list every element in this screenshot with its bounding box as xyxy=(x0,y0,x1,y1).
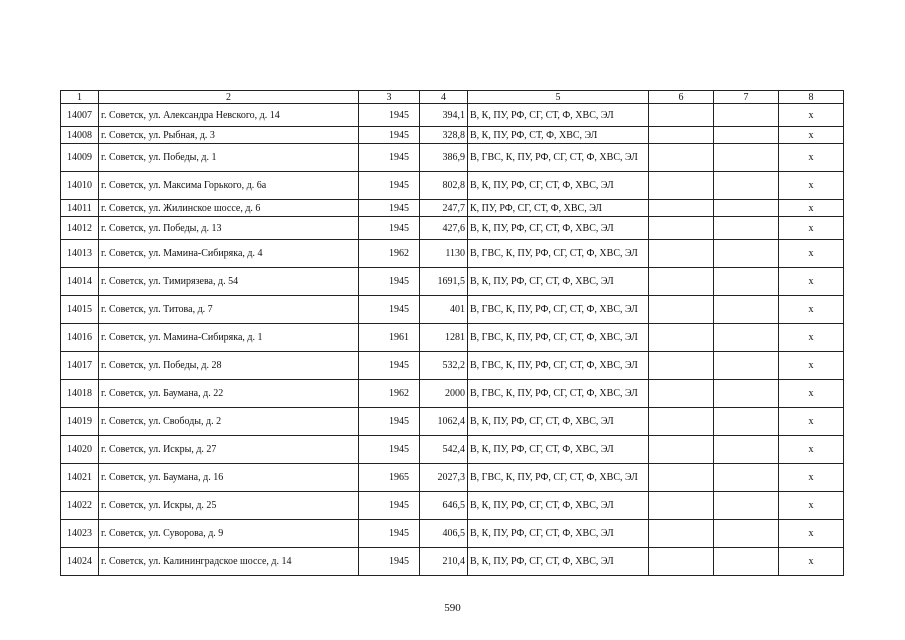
row-services: В, ГВС, К, ПУ, РФ, СГ, СТ, Ф, ХВС, ЭЛ xyxy=(468,352,649,380)
row-col-7 xyxy=(714,324,779,352)
column-header-7: 7 xyxy=(714,91,779,104)
row-area: 2027,3 xyxy=(420,464,468,492)
row-address: г. Советск, ул. Мамина-Сибиряка, д. 1 xyxy=(99,324,359,352)
column-header-3: 3 xyxy=(359,91,420,104)
table-row xyxy=(61,172,844,200)
table-row xyxy=(61,352,844,380)
row-col-8: х xyxy=(779,172,844,200)
row-col-6 xyxy=(649,492,714,520)
row-col-7 xyxy=(714,172,779,200)
row-area: 1281 xyxy=(420,324,468,352)
row-area: 2000 xyxy=(420,380,468,408)
row-services: В, ГВС, К, ПУ, РФ, СГ, СТ, Ф, ХВС, ЭЛ xyxy=(468,380,649,408)
row-address: г. Советск, ул. Победы, д. 1 xyxy=(99,144,359,172)
row-col-8: х xyxy=(779,380,844,408)
row-area: 1062,4 xyxy=(420,408,468,436)
row-id: 14023 xyxy=(61,520,99,548)
row-year: 1965 xyxy=(359,464,420,492)
row-services: В, К, ПУ, РФ, СТ, Ф, ХВС, ЭЛ xyxy=(468,127,649,144)
row-col-7 xyxy=(714,200,779,217)
row-address: г. Советск, ул. Искры, д. 25 xyxy=(99,492,359,520)
row-col-7 xyxy=(714,408,779,436)
row-id: 14020 xyxy=(61,436,99,464)
row-col-7 xyxy=(714,380,779,408)
row-services: В, К, ПУ, РФ, СГ, СТ, Ф, ХВС, ЭЛ xyxy=(468,492,649,520)
row-year: 1962 xyxy=(359,380,420,408)
table-row xyxy=(61,127,844,144)
column-header-8: 8 xyxy=(779,91,844,104)
column-header-5: 5 xyxy=(468,91,649,104)
row-services: В, К, ПУ, РФ, СГ, СТ, Ф, ХВС, ЭЛ xyxy=(468,520,649,548)
row-col-7 xyxy=(714,144,779,172)
column-header-2: 2 xyxy=(99,91,359,104)
row-services: В, К, ПУ, РФ, СГ, СТ, Ф, ХВС, ЭЛ xyxy=(468,436,649,464)
row-services: В, ГВС, К, ПУ, РФ, СГ, СТ, Ф, ХВС, ЭЛ xyxy=(468,324,649,352)
row-col-8: х xyxy=(779,240,844,268)
row-year: 1945 xyxy=(359,352,420,380)
row-address: г. Советск, ул. Александра Невского, д. 14 xyxy=(99,104,359,127)
row-year: 1945 xyxy=(359,408,420,436)
row-col-6 xyxy=(649,380,714,408)
row-services: В, ГВС, К, ПУ, РФ, СГ, СТ, Ф, ХВС, ЭЛ xyxy=(468,464,649,492)
row-area: 532,2 xyxy=(420,352,468,380)
row-services: В, К, ПУ, РФ, СГ, СТ, Ф, ХВС, ЭЛ xyxy=(468,104,649,127)
row-area: 394,1 xyxy=(420,104,468,127)
row-services: В, К, ПУ, РФ, СГ, СТ, Ф, ХВС, ЭЛ xyxy=(468,408,649,436)
row-col-6 xyxy=(649,127,714,144)
row-address: г. Советск, ул. Тимирязева, д. 54 xyxy=(99,268,359,296)
row-col-6 xyxy=(649,200,714,217)
row-year: 1961 xyxy=(359,324,420,352)
row-id: 14016 xyxy=(61,324,99,352)
row-area: 328,8 xyxy=(420,127,468,144)
row-year: 1945 xyxy=(359,172,420,200)
row-year: 1945 xyxy=(359,296,420,324)
row-services: В, К, ПУ, РФ, СГ, СТ, Ф, ХВС, ЭЛ xyxy=(468,172,649,200)
row-col-8: х xyxy=(779,217,844,240)
table-row xyxy=(61,268,844,296)
row-id: 14018 xyxy=(61,380,99,408)
table-row xyxy=(61,520,844,548)
row-col-7 xyxy=(714,464,779,492)
column-header-1: 1 xyxy=(61,91,99,104)
row-col-6 xyxy=(649,436,714,464)
row-col-6 xyxy=(649,268,714,296)
row-col-8: х xyxy=(779,324,844,352)
table-row xyxy=(61,492,844,520)
row-area: 427,6 xyxy=(420,217,468,240)
row-address: г. Советск, ул. Суворова, д. 9 xyxy=(99,520,359,548)
row-col-8: х xyxy=(779,408,844,436)
row-address: г. Советск, ул. Максима Горького, д. 6а xyxy=(99,172,359,200)
row-id: 14009 xyxy=(61,144,99,172)
row-area: 646,5 xyxy=(420,492,468,520)
row-id: 14024 xyxy=(61,548,99,576)
row-year: 1945 xyxy=(359,127,420,144)
row-col-6 xyxy=(649,217,714,240)
row-col-6 xyxy=(649,172,714,200)
row-col-8: х xyxy=(779,464,844,492)
table-row xyxy=(61,144,844,172)
row-address: г. Советск, ул. Победы, д. 13 xyxy=(99,217,359,240)
row-year: 1945 xyxy=(359,520,420,548)
row-area: 802,8 xyxy=(420,172,468,200)
row-address: г. Советск, ул. Баумана, д. 16 xyxy=(99,464,359,492)
page-number: 590 xyxy=(444,602,461,614)
row-col-8: х xyxy=(779,200,844,217)
row-col-8: х xyxy=(779,296,844,324)
row-col-6 xyxy=(649,324,714,352)
row-id: 14011 xyxy=(61,200,99,217)
column-header-4: 4 xyxy=(420,91,468,104)
row-col-7 xyxy=(714,268,779,296)
row-address: г. Советск, ул. Победы, д. 28 xyxy=(99,352,359,380)
row-area: 1691,5 xyxy=(420,268,468,296)
row-year: 1945 xyxy=(359,200,420,217)
table-row xyxy=(61,324,844,352)
row-services: В, К, ПУ, РФ, СГ, СТ, Ф, ХВС, ЭЛ xyxy=(468,548,649,576)
row-col-7 xyxy=(714,436,779,464)
row-id: 14022 xyxy=(61,492,99,520)
row-year: 1945 xyxy=(359,436,420,464)
row-col-8: х xyxy=(779,492,844,520)
row-address: г. Советск, ул. Искры, д. 27 xyxy=(99,436,359,464)
table-row xyxy=(61,217,844,240)
row-col-6 xyxy=(649,240,714,268)
row-col-8: х xyxy=(779,436,844,464)
row-address: г. Советск, ул. Жилинское шоссе, д. 6 xyxy=(99,200,359,217)
table-row xyxy=(61,104,844,127)
row-services: В, ГВС, К, ПУ, РФ, СГ, СТ, Ф, ХВС, ЭЛ xyxy=(468,296,649,324)
row-id: 14021 xyxy=(61,464,99,492)
row-area: 247,7 xyxy=(420,200,468,217)
row-year: 1945 xyxy=(359,104,420,127)
row-col-6 xyxy=(649,464,714,492)
row-col-8: х xyxy=(779,268,844,296)
row-services: В, ГВС, К, ПУ, РФ, СГ, СТ, Ф, ХВС, ЭЛ xyxy=(468,240,649,268)
table-row xyxy=(61,240,844,268)
row-col-8: х xyxy=(779,548,844,576)
row-address: г. Советск, ул. Рыбная, д. 3 xyxy=(99,127,359,144)
row-id: 14014 xyxy=(61,268,99,296)
row-col-7 xyxy=(714,492,779,520)
header-row xyxy=(61,91,844,104)
row-id: 14019 xyxy=(61,408,99,436)
row-col-6 xyxy=(649,296,714,324)
row-id: 14008 xyxy=(61,127,99,144)
row-col-7 xyxy=(714,352,779,380)
row-col-7 xyxy=(714,104,779,127)
row-area: 542,4 xyxy=(420,436,468,464)
housing-register-table xyxy=(60,90,844,576)
row-address: г. Советск, ул. Мамина-Сибиряка, д. 4 xyxy=(99,240,359,268)
row-services: В, К, ПУ, РФ, СГ, СТ, Ф, ХВС, ЭЛ xyxy=(468,217,649,240)
row-col-7 xyxy=(714,217,779,240)
row-col-7 xyxy=(714,240,779,268)
row-col-6 xyxy=(649,144,714,172)
table-row xyxy=(61,200,844,217)
row-year: 1945 xyxy=(359,217,420,240)
row-address: г. Советск, ул. Свободы, д. 2 xyxy=(99,408,359,436)
row-id: 14010 xyxy=(61,172,99,200)
table-row xyxy=(61,436,844,464)
row-col-7 xyxy=(714,548,779,576)
row-col-7 xyxy=(714,296,779,324)
row-id: 14007 xyxy=(61,104,99,127)
row-address: г. Советск, ул. Калининградское шоссе, д. 14 xyxy=(99,548,359,576)
row-id: 14015 xyxy=(61,296,99,324)
row-col-8: х xyxy=(779,127,844,144)
table-row xyxy=(61,548,844,576)
row-address: г. Советск, ул. Титова, д. 7 xyxy=(99,296,359,324)
row-col-8: х xyxy=(779,104,844,127)
row-year: 1962 xyxy=(359,240,420,268)
column-header-6: 6 xyxy=(649,91,714,104)
table-body xyxy=(61,104,844,576)
row-id: 14012 xyxy=(61,217,99,240)
table-row xyxy=(61,464,844,492)
row-services: В, К, ПУ, РФ, СГ, СТ, Ф, ХВС, ЭЛ xyxy=(468,268,649,296)
table-row xyxy=(61,380,844,408)
row-services: К, ПУ, РФ, СГ, СТ, Ф, ХВС, ЭЛ xyxy=(468,200,649,217)
row-year: 1945 xyxy=(359,268,420,296)
row-year: 1945 xyxy=(359,144,420,172)
row-area: 1130 xyxy=(420,240,468,268)
row-col-8: х xyxy=(779,352,844,380)
row-col-8: х xyxy=(779,520,844,548)
row-col-7 xyxy=(714,520,779,548)
row-id: 14013 xyxy=(61,240,99,268)
row-id: 14017 xyxy=(61,352,99,380)
row-year: 1945 xyxy=(359,548,420,576)
row-area: 401 xyxy=(420,296,468,324)
row-col-7 xyxy=(714,127,779,144)
table-row xyxy=(61,296,844,324)
row-col-6 xyxy=(649,352,714,380)
row-area: 386,9 xyxy=(420,144,468,172)
row-col-6 xyxy=(649,520,714,548)
table-row xyxy=(61,408,844,436)
row-col-8: х xyxy=(779,144,844,172)
row-area: 406,5 xyxy=(420,520,468,548)
row-col-6 xyxy=(649,408,714,436)
row-services: В, ГВС, К, ПУ, РФ, СГ, СТ, Ф, ХВС, ЭЛ xyxy=(468,144,649,172)
row-address: г. Советск, ул. Баумана, д. 22 xyxy=(99,380,359,408)
row-col-6 xyxy=(649,548,714,576)
row-year: 1945 xyxy=(359,492,420,520)
row-area: 210,4 xyxy=(420,548,468,576)
row-col-6 xyxy=(649,104,714,127)
